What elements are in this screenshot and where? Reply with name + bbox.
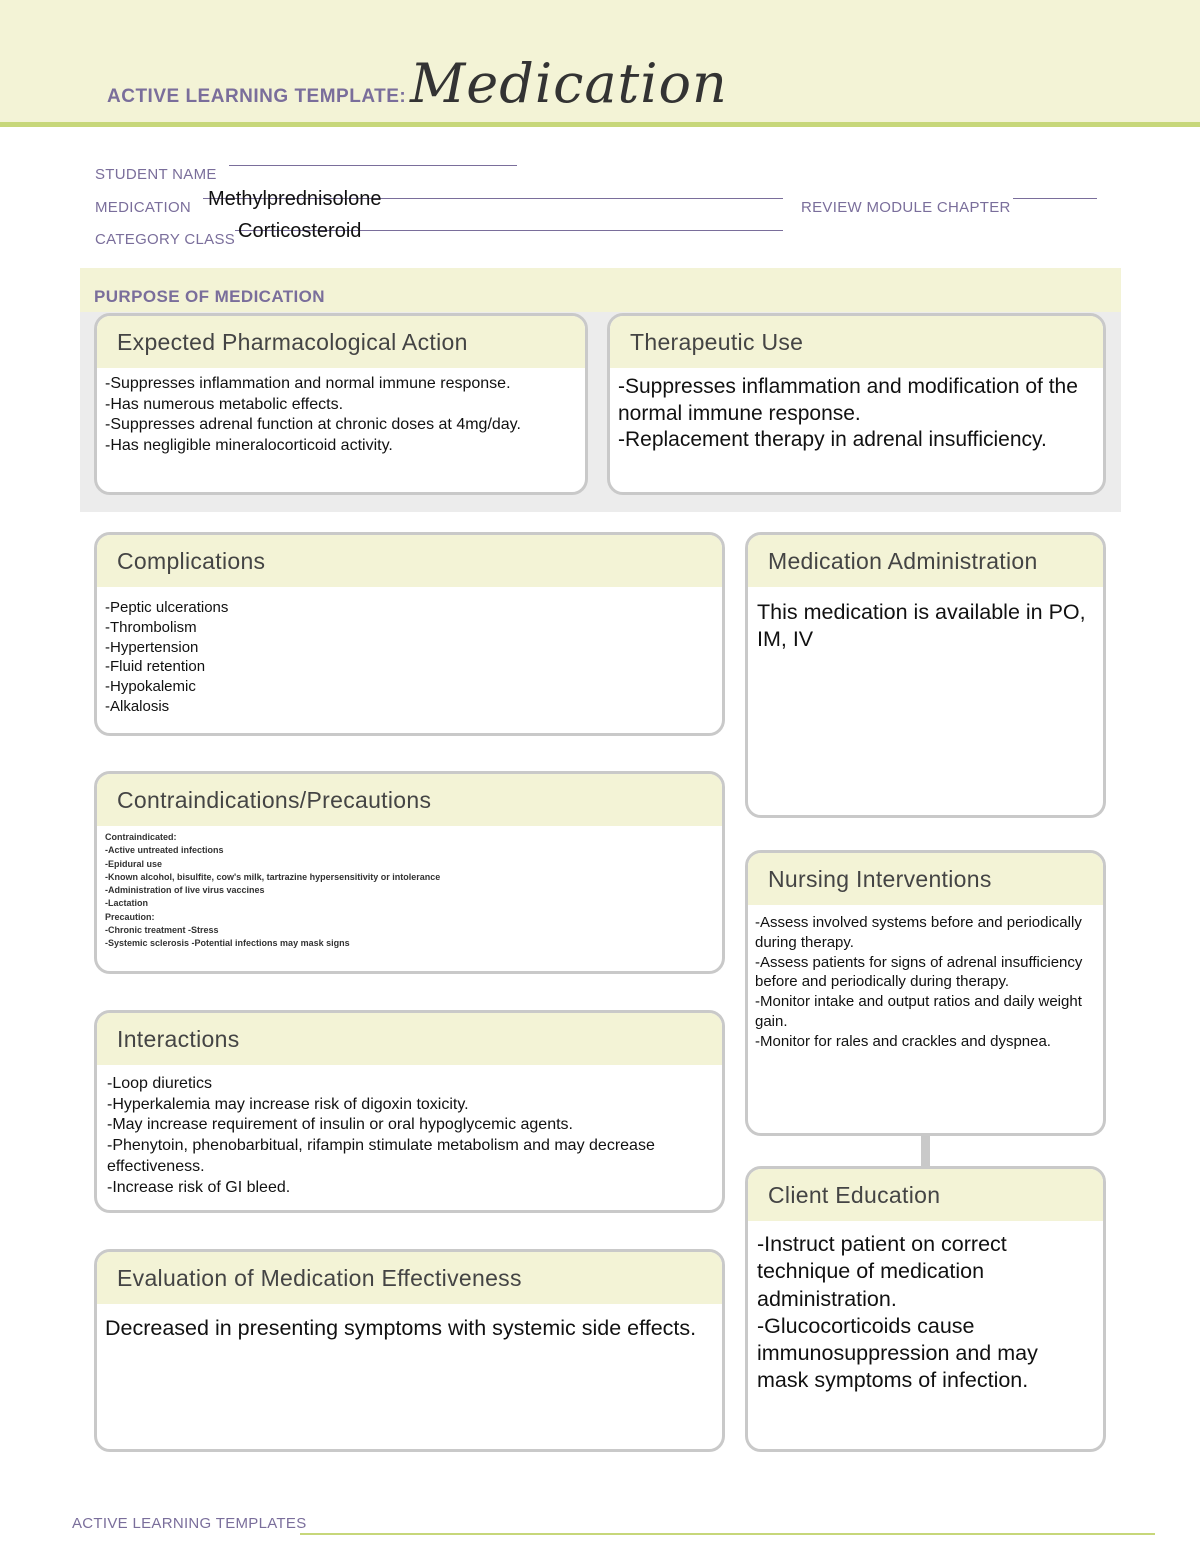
- nursing-title: Nursing Interventions: [748, 853, 1103, 905]
- template-label: ACTIVE LEARNING TEMPLATE:: [107, 86, 407, 107]
- complications-body[interactable]: -Peptic ulcerations -Thrombolism -Hypertension -Fluid retention -Hypokalemic -Alkalosis: [105, 599, 229, 715]
- medication-value: Methylprednisolone: [208, 188, 382, 210]
- contraindications-body[interactable]: Contraindicated: -Active untreated infections -Epidural use -Known alcohol, bisulfite, cow's milk, tartrazine hypersensitivity or intolerance -Administration of live virus vaccines -Lactation Precaution: -Chronic treatment -Stress -Systemic sclerosis -Potential infections may mask signs: [105, 832, 441, 949]
- contraindications-title: Contraindications/Precautions: [97, 774, 722, 826]
- review-module-field[interactable]: [1013, 198, 1097, 199]
- therapeutic-use-title: Therapeutic Use: [610, 316, 1103, 368]
- purpose-label: PURPOSE OF MEDICATION: [94, 287, 325, 306]
- evaluation-title: Evaluation of Medication Effectiveness: [97, 1252, 722, 1304]
- interactions-body[interactable]: -Loop diuretics -Hyperkalemia may increase risk of digoxin toxicity. -May increase requirement of insulin or oral hypoglycemic agents. -Phenytoin, phenobarbitual, rifampin stimulate metabolism and may decrease effectiveness. -Increase risk of GI bleed.: [107, 1075, 655, 1196]
- evaluation-body[interactable]: Decreased in presenting symptoms with systemic side effects.: [105, 1316, 697, 1340]
- medication-label: MEDICATION: [95, 199, 192, 216]
- nursing-card: [745, 850, 1106, 1136]
- evaluation-card: [94, 1249, 725, 1452]
- interactions-title: Interactions: [97, 1013, 722, 1065]
- therapeutic-use-card: [607, 313, 1106, 495]
- nursing-body[interactable]: -Assess involved systems before and periodically during therapy. -Assess patients for signs of adrenal insufficiency before and periodically during therapy. -Monitor intake and output ratios and daily weight gain. -Monitor for rales and crackles and dyspnea.: [755, 914, 1083, 1050]
- administration-title: Medication Administration: [748, 535, 1103, 587]
- footer-label: ACTIVE LEARNING TEMPLATES: [72, 1515, 307, 1532]
- footer-rule: [300, 1533, 1155, 1535]
- header-rule: [0, 122, 1200, 127]
- page-title: Medication: [410, 52, 728, 115]
- student-name-label: STUDENT NAME: [95, 166, 217, 183]
- category-class-value: Corticosteroid: [238, 220, 362, 242]
- client-education-title: Client Education: [748, 1169, 1103, 1221]
- student-name-field[interactable]: [229, 165, 517, 166]
- client-education-card: [745, 1166, 1106, 1452]
- expected-action-body[interactable]: -Suppresses inflammation and normal immune response. -Has numerous metabolic effects. -Suppresses adrenal function at chronic doses at 4mg/day. -Has negligible mineralocorticoid activity.: [105, 375, 521, 455]
- client-education-body[interactable]: -Instruct patient on correct technique of medication administration. -Glucocorticoids cause immunosuppression and may mask symptoms of infection.: [757, 1232, 1038, 1393]
- complications-title: Complications: [97, 535, 722, 587]
- administration-body[interactable]: This medication is available in PO, IM, IV: [757, 600, 1086, 652]
- therapeutic-use-body[interactable]: -Suppresses inflammation and modification of the normal immune response. -Replacement therapy in adrenal insufficiency.: [618, 375, 1078, 451]
- expected-action-title: Expected Pharmacological Action: [97, 316, 585, 368]
- category-class-label: CATEGORY CLASS: [95, 231, 236, 248]
- review-module-label: REVIEW MODULE CHAPTER: [801, 199, 1011, 216]
- interactions-card: [94, 1010, 725, 1213]
- administration-card: [745, 532, 1106, 818]
- complications-card: [94, 532, 725, 736]
- contraindications-card: [94, 771, 725, 974]
- expected-action-card: [94, 313, 588, 495]
- connector-bar: [921, 1134, 930, 1166]
